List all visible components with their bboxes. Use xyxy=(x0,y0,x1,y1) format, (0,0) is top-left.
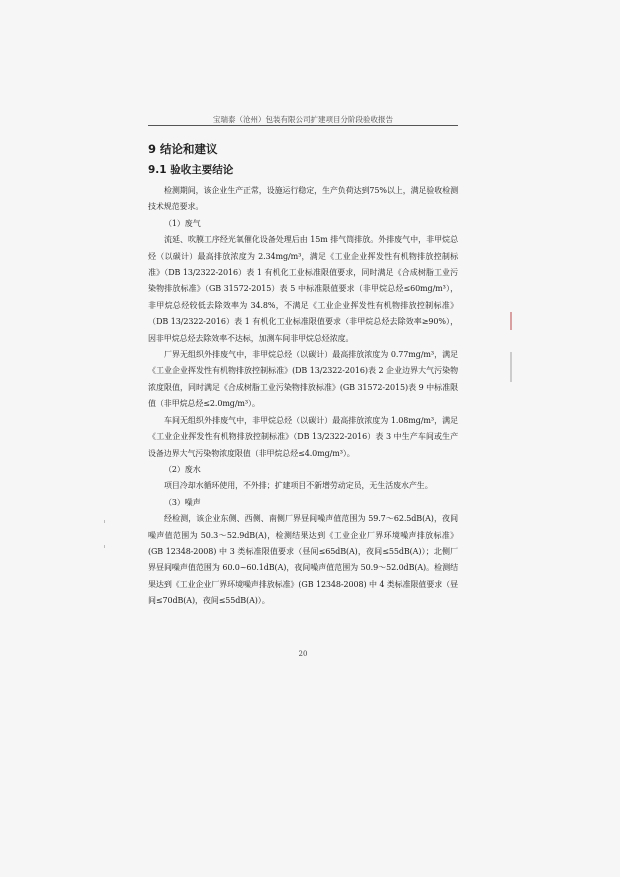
paragraph-noise: 经检测，该企业东侧、西侧、南侧厂界昼间噪声值范围为 59.7～62.5dB(A)，夜间噪声值范围为 50.3～52.9dB(A)，检测结果达到《工业企业厂界环境噪声排放标准》(GB 12348-2008) 中 3 类标准限值要求（昼间≤65dB(A)，夜间≤55dB(A)）；北侧厂界昼间噪声值范围为 60.0~60.1dB(A)，夜间噪声值范围为 50.9～52.0dB(A)。检测结果达到《工业企业厂界环境噪声排放标准》(GB 12348-2008) 中 4 类标准限值要求（昼间≤70dB(A)，夜间≤55dB(A)）。 xyxy=(148,514,458,606)
margin-mark xyxy=(510,312,512,330)
item-waste-water: （2）废水 xyxy=(164,464,201,474)
paragraph-workshop-emissions: 车间无组织外排废气中，非甲烷总烃（以碳计）最高排放浓度为 1.08mg/m³，满足《工业企业挥发性有机物排放控制标准》（DB 13/2322-2016）表 3 中生产车间或生产设备边界大气污染物浓度限值（非甲烷总烃≤4.0mg/m³）。 xyxy=(148,415,458,458)
paragraph-stack-emissions: 流延、吹膜工序经光氧催化设备处理后由 15m 排气筒排放。外排废气中，非甲烷总烃（以碳计）最高排放浓度为 2.34mg/m³，满足《工业企业挥发性有机物排放控制标准》（DB 13/2322-2016）表 1 有机化工业标准限值要求，同时满足《合成树脂工业污染物排放标准》（GB 31572-2015）表 5 中标准限值要求（非甲烷总烃≤60mg/m³），非甲烷总烃较低去除效率为 34.8%，不满足《工业企业挥发性有机物排放控制标准》（DB 13/2322-2016）表 1 有机化工业标准限值要求（非甲烷总烃去除效率≥90%），因非甲烷总烃去除效率不达标，加测车间非甲烷总烃浓度。 xyxy=(148,235,458,343)
subsection-heading: 9.1 验收主要结论 xyxy=(148,164,234,176)
scan-speck xyxy=(104,545,105,548)
item-noise: （3）噪声 xyxy=(164,497,201,507)
paragraph-intro: 检测期间，该企业生产正常，设施运行稳定，生产负荷达到75%以上，满足验收检测技术规范要求。 xyxy=(148,186,458,212)
running-header: 宝瑞泰（沧州）包装有限公司扩建项目分阶段验收报告 xyxy=(213,115,393,124)
paragraph-boundary-emissions: 厂界无组织外排废气中，非甲烷总烃（以碳计）最高排放浓度为 0.77mg/m³，满足《工业企业挥发性有机物排放控制标准》(DB 13/2322-2016)表 2 企业边界大气污染物浓度限值，同时满足《合成树脂工业污染物排放标准》(GB 31572-2015)表 9 中标准限值（非甲烷总烃≤2.0mg/m³）。 xyxy=(148,350,458,409)
paragraph-water: 项目冷却水循环使用，不外排；扩建项目不新增劳动定员，无生活废水产生。 xyxy=(164,481,433,491)
page-number: 20 xyxy=(298,650,308,658)
section-heading: 9 结论和建议 xyxy=(148,142,218,156)
header-rule xyxy=(148,125,458,126)
item-waste-gas: （1）废气 xyxy=(164,218,201,228)
scan-speck xyxy=(104,520,105,523)
body-content xyxy=(148,132,458,610)
margin-mark xyxy=(510,352,512,382)
